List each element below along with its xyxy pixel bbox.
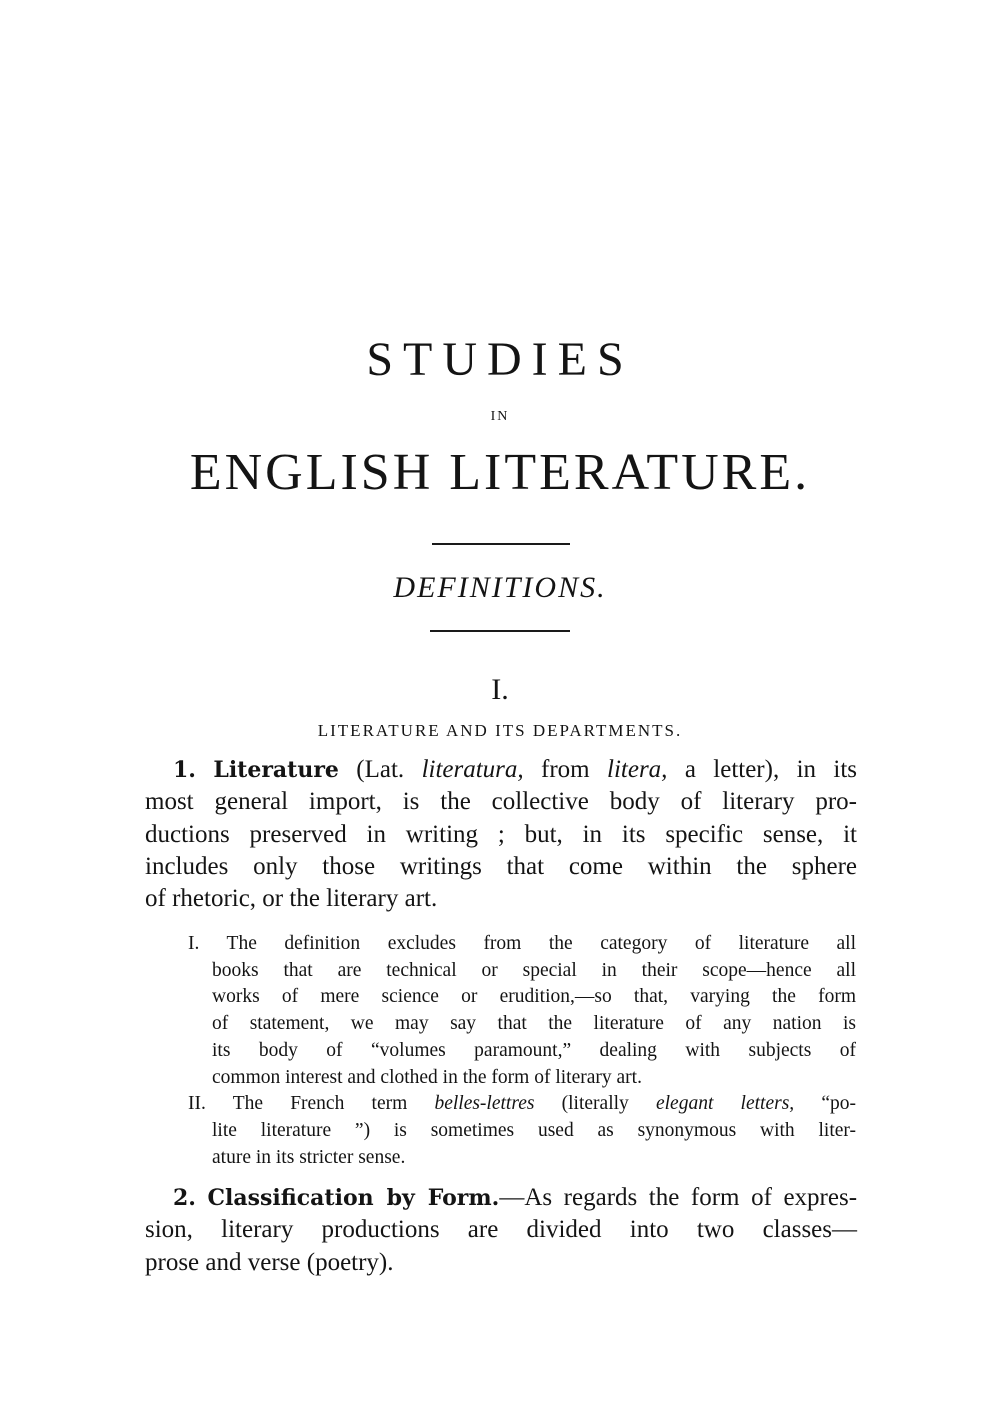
note-line: of statement, we may say that the literature of any nation is <box>212 1013 856 1035</box>
note-line: books that are technical or special in their scope—hence all <box>212 959 856 981</box>
term-number: 1. <box>173 757 196 783</box>
text-fragment: (Lat. <box>356 756 405 783</box>
note-line: lite literature ”) is sometimes used as synonymous with liter- <box>212 1119 856 1141</box>
text-fragment: from <box>541 756 590 783</box>
note-line: I. The definition excludes from the category of literature all <box>188 933 856 954</box>
text-fragment: a letter), in its <box>684 756 858 783</box>
paragraph-classification <box>145 1182 857 1279</box>
note-line: works of mere science or erudition,—so that, varying the form <box>212 986 856 1008</box>
divider-top <box>432 543 570 545</box>
text-line: includes only those writings that come within the sphere <box>145 852 857 880</box>
latin-word: litera, <box>607 756 668 783</box>
text-fragment: II. The French term <box>188 1093 408 1115</box>
text-fragment: (literally <box>561 1093 629 1115</box>
title-studies: STUDIES <box>366 333 634 386</box>
note-line: ature in its stricter sense. <box>212 1146 406 1168</box>
italic-phrase: elegant letters, <box>655 1093 795 1115</box>
text-fragment: “po- <box>821 1093 857 1115</box>
text-fragment: —As regards the form of expres- <box>499 1184 858 1211</box>
term-literature: Literature <box>213 757 339 783</box>
term-number: 2. <box>173 1185 196 1211</box>
paragraph-literature <box>145 754 857 915</box>
note-line <box>188 1091 856 1118</box>
text-line: ductions preserved in writing ; but, in its specific sense, it <box>145 820 857 848</box>
text-line: sion, literary productions are divided into two classes— <box>145 1216 857 1244</box>
text-line <box>145 754 857 786</box>
term-classification: Classification by Form. <box>207 1185 500 1211</box>
text-line <box>145 1182 857 1214</box>
text-line: most general import, is the collective body of literary pro- <box>145 788 857 816</box>
note-line: its body of “volumes paramount,” dealing with subjects of <box>212 1039 856 1061</box>
notes-block <box>188 931 856 1171</box>
french-term: belles-lettres <box>434 1093 535 1115</box>
section-number: I. <box>491 673 509 706</box>
title-english-literature: ENGLISH LITERATURE. <box>189 444 811 501</box>
text-line: prose and verse (poetry). <box>145 1248 394 1276</box>
latin-word: literatura, <box>421 756 524 783</box>
section-title: LITERATURE AND ITS DEPARTMENTS. <box>317 721 683 740</box>
title-in: IN <box>490 409 510 424</box>
text-line: of rhetoric, or the literary art. <box>145 885 438 913</box>
definitions-heading: DEFINITIONS. <box>393 571 607 604</box>
divider-bottom <box>430 630 570 632</box>
note-line: common interest and clothed in the form of literary art. <box>212 1066 642 1088</box>
